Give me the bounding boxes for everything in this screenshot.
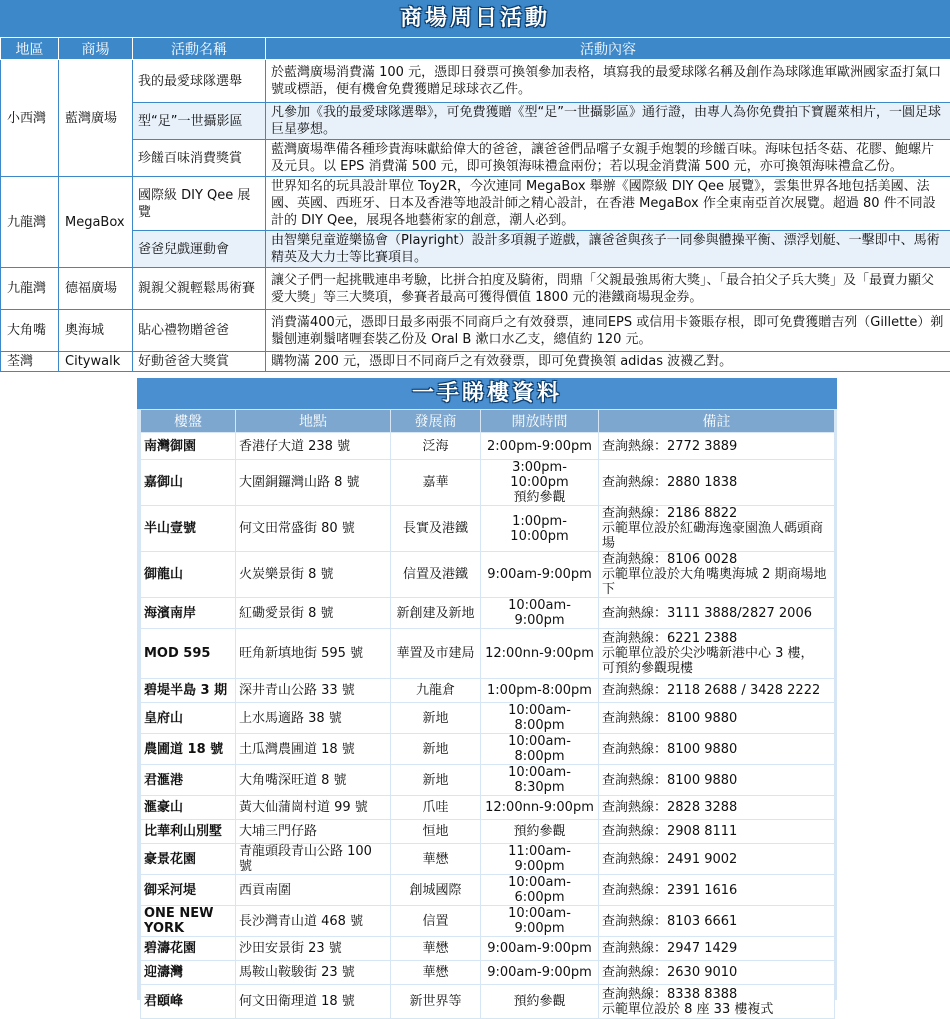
event-district: 荃灣 <box>1 352 59 372</box>
listing-row <box>141 875 835 906</box>
listing-notes-line: 查詢熱線：2772 3889 <box>602 439 737 454</box>
listing-header-cell: 備註 <box>599 410 835 433</box>
listing-developer: 新世界等 <box>391 985 481 1019</box>
listing-hours-line: 12:00nn-9:00pm <box>485 646 594 661</box>
listing-header-row <box>141 410 835 433</box>
listing-developer: 華懋 <box>391 937 481 961</box>
listing-row <box>141 433 835 460</box>
listing-location: 大埔三門仔路 <box>236 820 391 844</box>
listing-row <box>141 961 835 985</box>
listing-name: 比華利山別墅 <box>141 820 236 844</box>
listing-hours-line: 1:00pm-10:00pm <box>510 514 568 544</box>
listing-notes-line: 查詢熱線：8103 6661 <box>602 914 737 929</box>
listing-notes <box>599 679 835 703</box>
event-name: 親親父親輕鬆馬術賽 <box>133 268 266 310</box>
listing-notes <box>599 961 835 985</box>
listing-notes-line: 查詢熱線：2947 1429 <box>602 941 737 956</box>
listing-hours-line: 10:00am-8:00pm <box>508 703 571 733</box>
listing-notes-line: 查詢熱線：2118 2688 / 3428 2222 <box>602 683 820 698</box>
listing-notes-line: 查詢熱線：2186 8822 <box>602 506 737 521</box>
listing-notes-line: 查詢熱線：2630 9010 <box>602 965 737 980</box>
listing-name: 碧濤花園 <box>141 937 236 961</box>
listing-developer: 華置及市建局 <box>391 629 481 679</box>
listing-notes-line: 查詢熱線：8100 9880 <box>602 773 737 788</box>
listing-hours <box>481 433 599 460</box>
event-row <box>1 103 950 140</box>
event-name: 好動爸爸大獎賞 <box>133 352 266 372</box>
listing-notes <box>599 703 835 734</box>
event-name: 貼心禮物贈爸爸 <box>133 310 266 352</box>
listing-developer: 泛海 <box>391 433 481 460</box>
listing-notes-line: 可預約參觀現樓 <box>602 661 693 676</box>
listing-location: 香港仔大道 238 號 <box>236 433 391 460</box>
listing-hours <box>481 629 599 679</box>
listing-developer: 信置及港鐵 <box>391 552 481 598</box>
listing-name: 碧堤半島 3 期 <box>141 679 236 703</box>
listing-hours <box>481 506 599 552</box>
listing-hours-line: 9:00am-9:00pm <box>487 965 592 980</box>
listing-hours <box>481 985 599 1019</box>
listing-notes-line: 查詢熱線：2391 1616 <box>602 883 737 898</box>
listing-location: 何文田常盛街 80 號 <box>236 506 391 552</box>
listing-notes-line: 示範單位設於尖沙嘴新港中心 3 樓， <box>602 646 814 661</box>
event-content: 消費滿400元，憑即日最多兩張不同商戶之有效發票，連同EPS 或信用卡簽賬存根，即可免費獲贈吉列（Gillette）剃鬚刨連剃鬚啫喱套裝乙份及 Oral B 漱口水乙支，總值約 120 元。 <box>266 310 950 352</box>
listing-hours-line: 10:00am-9:00pm <box>508 598 571 628</box>
listing-table <box>140 409 835 1019</box>
event-name: 國際級 DIY Qee 展覽 <box>133 177 266 231</box>
listing-hours-line: 10:00am-9:00pm <box>508 906 571 936</box>
event-row <box>1 352 950 372</box>
listing-hours-line: 9:00am-9:00pm <box>487 941 592 956</box>
listing-name: 皇府山 <box>141 703 236 734</box>
listing-header-cell: 開放時間 <box>481 410 599 433</box>
listing-name: 御采河堤 <box>141 875 236 906</box>
event-row <box>1 177 950 231</box>
listing-location: 火炭樂景街 8 號 <box>236 552 391 598</box>
listing-notes <box>599 985 835 1019</box>
event-content: 凡參加《我的最愛球隊選舉》，可免費獲贈《型“足”一世攝影區》通行證，由專人為你免費拍下寶麗萊相片，一圓足球巨星夢想。 <box>266 103 950 140</box>
listing-location: 大圍銅鑼灣山路 8 號 <box>236 460 391 506</box>
listing-hours-line: 10:00am-8:30pm <box>508 765 571 795</box>
listing-hours <box>481 552 599 598</box>
listing-hours-line: 預約參觀 <box>513 994 565 1009</box>
listing-location: 沙田安景街 23 號 <box>236 937 391 961</box>
event-name: 爸爸兒戲運動會 <box>133 231 266 268</box>
event-content: 讓父子們一起挑戰連串考驗，比拼合拍度及騎術，問鼎「父親最強馬術大獎」、「最合拍父子兵大獎」及「最賣力顯父愛大獎」等三大獎項，參賽者最高可獲得價值 1800 元的港鐵商場現金券。 <box>266 268 950 310</box>
listing-hours-line: 2:00pm-9:00pm <box>487 439 592 454</box>
listing-hours-line: 10:00am-8:00pm <box>508 734 571 764</box>
listing-developer: 華懋 <box>391 844 481 875</box>
listing-hours-line: 10:00am-6:00pm <box>508 875 571 905</box>
listing-row <box>141 598 835 629</box>
event-mall: Citywalk <box>59 352 133 372</box>
listing-location: 深井青山公路 33 號 <box>236 679 391 703</box>
listing-header-cell: 樓盤 <box>141 410 236 433</box>
listing-location: 黃大仙蒲崗村道 99 號 <box>236 796 391 820</box>
listing-row <box>141 844 835 875</box>
event-mall: 德福廣場 <box>59 268 133 310</box>
listing-name: 御龍山 <box>141 552 236 598</box>
event-row <box>1 60 950 103</box>
listing-name: 嘉御山 <box>141 460 236 506</box>
events-header-cell: 地區 <box>1 38 59 60</box>
listing-developer: 新地 <box>391 765 481 796</box>
listing-developer: 新地 <box>391 734 481 765</box>
listing-panel <box>137 378 837 1000</box>
listing-developer: 新創建及新地 <box>391 598 481 629</box>
event-mall: 藍灣廣場 <box>59 60 133 177</box>
listing-hours <box>481 820 599 844</box>
event-district: 大角嘴 <box>1 310 59 352</box>
listing-location: 青龍頭段青山公路 100 號 <box>236 844 391 875</box>
listing-hours <box>481 460 599 506</box>
listing-hours-line: 預約參觀 <box>513 824 565 839</box>
event-district: 小西灣 <box>1 60 59 177</box>
event-district: 九龍灣 <box>1 268 59 310</box>
listing-hours <box>481 679 599 703</box>
events-header-cell: 活動名稱 <box>133 38 266 60</box>
event-content: 購物滿 200 元，憑即日不同商戶之有效發票，即可免費換領 adidas 波襪乙對。 <box>266 352 950 372</box>
listing-row <box>141 796 835 820</box>
listing-notes <box>599 796 835 820</box>
listing-developer: 爪哇 <box>391 796 481 820</box>
listing-row <box>141 765 835 796</box>
listing-header-cell: 發展商 <box>391 410 481 433</box>
event-name: 我的最愛球隊選舉 <box>133 60 266 103</box>
listing-name: MOD 595 <box>141 629 236 679</box>
listing-hours <box>481 703 599 734</box>
listing-hours-line: 9:00am-9:00pm <box>487 567 592 582</box>
events-header-cell: 商場 <box>59 38 133 60</box>
listing-row <box>141 937 835 961</box>
listing-row <box>141 460 835 506</box>
listing-name: 滙豪山 <box>141 796 236 820</box>
listing-name: 君滙港 <box>141 765 236 796</box>
listing-header-cell: 地點 <box>236 410 391 433</box>
listing-developer: 信置 <box>391 906 481 937</box>
listing-notes-line: 查詢熱線：6221 2388 <box>602 631 737 646</box>
listing-location: 西貢南圍 <box>236 875 391 906</box>
listing-hours-line: 3:00pm-10:00pm <box>510 460 568 490</box>
listing-location: 旺角新填地街 595 號 <box>236 629 391 679</box>
event-name: 珍饈百味消費獎賞 <box>133 140 266 177</box>
listing-notes <box>599 820 835 844</box>
listing-hours <box>481 961 599 985</box>
listing-notes <box>599 875 835 906</box>
event-mall: MegaBox <box>59 177 133 268</box>
listing-notes <box>599 629 835 679</box>
listing-notes <box>599 906 835 937</box>
listing-notes-line: 查詢熱線：8338 8388 <box>602 987 737 1002</box>
listing-developer: 恒地 <box>391 820 481 844</box>
listing-hours-line: 12:00nn-9:00pm <box>485 800 594 815</box>
listing-name: 君頤峰 <box>141 985 236 1019</box>
listing-hours-line: 1:00pm-8:00pm <box>487 683 592 698</box>
listing-notes <box>599 433 835 460</box>
listing-hours-line: 預約參觀 <box>513 490 565 505</box>
listing-row <box>141 703 835 734</box>
listing-notes-line: 查詢熱線：3111 3888/2827 2006 <box>602 606 812 621</box>
listing-name: ONE NEW YORK <box>141 906 236 937</box>
event-name: 型“足”一世攝影區 <box>133 103 266 140</box>
listing-location: 紅磡愛景街 8 號 <box>236 598 391 629</box>
listing-notes <box>599 937 835 961</box>
listing-developer: 九龍倉 <box>391 679 481 703</box>
listing-developer: 華懋 <box>391 961 481 985</box>
listing-hours <box>481 906 599 937</box>
listing-row <box>141 906 835 937</box>
listing-hours <box>481 598 599 629</box>
listing-hours <box>481 937 599 961</box>
listing-hours-line: 11:00am-9:00pm <box>508 844 571 874</box>
listing-hours <box>481 844 599 875</box>
listing-hours <box>481 734 599 765</box>
events-header-cell: 活動內容 <box>266 38 950 60</box>
events-header-row <box>1 38 950 60</box>
listing-notes-line: 查詢熱線：2908 8111 <box>602 824 737 839</box>
event-content: 由智樂兒童遊樂協會（Playright）設計多項親子遊戲，讓爸爸與孩子一同參與體操平衡、漂浮划艇、一擊即中、馬術精英及大力士等比賽項目。 <box>266 231 950 268</box>
events-table <box>0 37 950 372</box>
event-row <box>1 140 950 177</box>
listing-notes-line: 查詢熱線：2828 3288 <box>602 800 737 815</box>
listing-notes <box>599 844 835 875</box>
listing-developer: 長實及港鐵 <box>391 506 481 552</box>
listing-notes-line: 查詢熱線：2491 9002 <box>602 852 737 867</box>
listing-notes-line: 示範單位設於 8 座 33 樓複式 <box>602 1002 773 1017</box>
listing-notes <box>599 506 835 552</box>
listing-row <box>141 506 835 552</box>
events-title: 商場周日活動 <box>0 0 950 37</box>
listing-name: 海濱南岸 <box>141 598 236 629</box>
listing-name: 南灣御園 <box>141 433 236 460</box>
event-content: 藍灣廣場準備各種珍貴海味獻給偉大的爸爸，讓爸爸們品嚐子女親手炮製的珍饈百味。海味包括冬菇、花膠、鮑螺片及元貝。以 EPS 消費滿 500 元，即可換領海味禮盒兩份；若以現金消費滿 500 元，亦可換領海味禮盒乙份。 <box>266 140 950 177</box>
listing-location: 土瓜灣農圃道 18 號 <box>236 734 391 765</box>
listing-developer: 創城國際 <box>391 875 481 906</box>
listing-row <box>141 679 835 703</box>
listing-hours <box>481 765 599 796</box>
listing-notes <box>599 598 835 629</box>
listing-name: 半山壹號 <box>141 506 236 552</box>
listing-notes-line: 示範單位設於紅磡海逸豪園漁人碼頭商場 <box>602 521 823 551</box>
listing-row <box>141 629 835 679</box>
listing-hours <box>481 875 599 906</box>
listing-developer: 嘉華 <box>391 460 481 506</box>
listing-notes <box>599 734 835 765</box>
listing-notes-line: 查詢熱線：8100 9880 <box>602 711 737 726</box>
listing-notes-line: 示範單位設於大角嘴奧海城 2 期商場地下 <box>602 567 827 597</box>
listing-location: 馬鞍山鞍駿街 23 號 <box>236 961 391 985</box>
event-district: 九龍灣 <box>1 177 59 268</box>
event-row <box>1 268 950 310</box>
listing-location: 上水馬適路 38 號 <box>236 703 391 734</box>
event-content: 於藍灣廣場消費滿 100 元，憑即日發票可換領參加表格，填寫我的最愛球隊名稱及創作為球隊進軍歐洲國家盃打氣口號或標語，便有機會免費獲贈足球球衣乙件。 <box>266 60 950 103</box>
listing-notes <box>599 552 835 598</box>
listing-notes <box>599 460 835 506</box>
event-row <box>1 310 950 352</box>
listing-notes-line: 查詢熱線：8100 9880 <box>602 742 737 757</box>
listing-notes <box>599 765 835 796</box>
listing-location: 大角嘴深旺道 8 號 <box>236 765 391 796</box>
listing-name: 農圃道 18 號 <box>141 734 236 765</box>
listing-location: 何文田衛理道 18 號 <box>236 985 391 1019</box>
event-row <box>1 231 950 268</box>
listings-title: 一手睇樓資料 <box>137 378 837 409</box>
listing-hours <box>481 796 599 820</box>
listing-location: 長沙灣青山道 468 號 <box>236 906 391 937</box>
event-mall: 奧海城 <box>59 310 133 352</box>
listing-developer: 新地 <box>391 703 481 734</box>
listing-row <box>141 552 835 598</box>
listing-row <box>141 734 835 765</box>
listing-name: 迎濤灣 <box>141 961 236 985</box>
listing-row <box>141 820 835 844</box>
event-content: 世界知名的玩具設計單位 Toy2R，今次連同 MegaBox 舉辦《國際級 DIY Qee 展覽》，雲集世界各地包括美國、法國、英國、西班牙、日本及香港等地設計師之精心設計，在香港 MegaBox 作全東南亞首次展覽。超過 80 件不同設計的 DIY Qee，展現各地藝術家的創意，潮人必到。 <box>266 177 950 231</box>
listing-notes-line: 查詢熱線：8106 0028 <box>602 552 737 567</box>
listing-row <box>141 985 835 1019</box>
listing-name: 豪景花園 <box>141 844 236 875</box>
listing-notes-line: 查詢熱線：2880 1838 <box>602 475 737 490</box>
